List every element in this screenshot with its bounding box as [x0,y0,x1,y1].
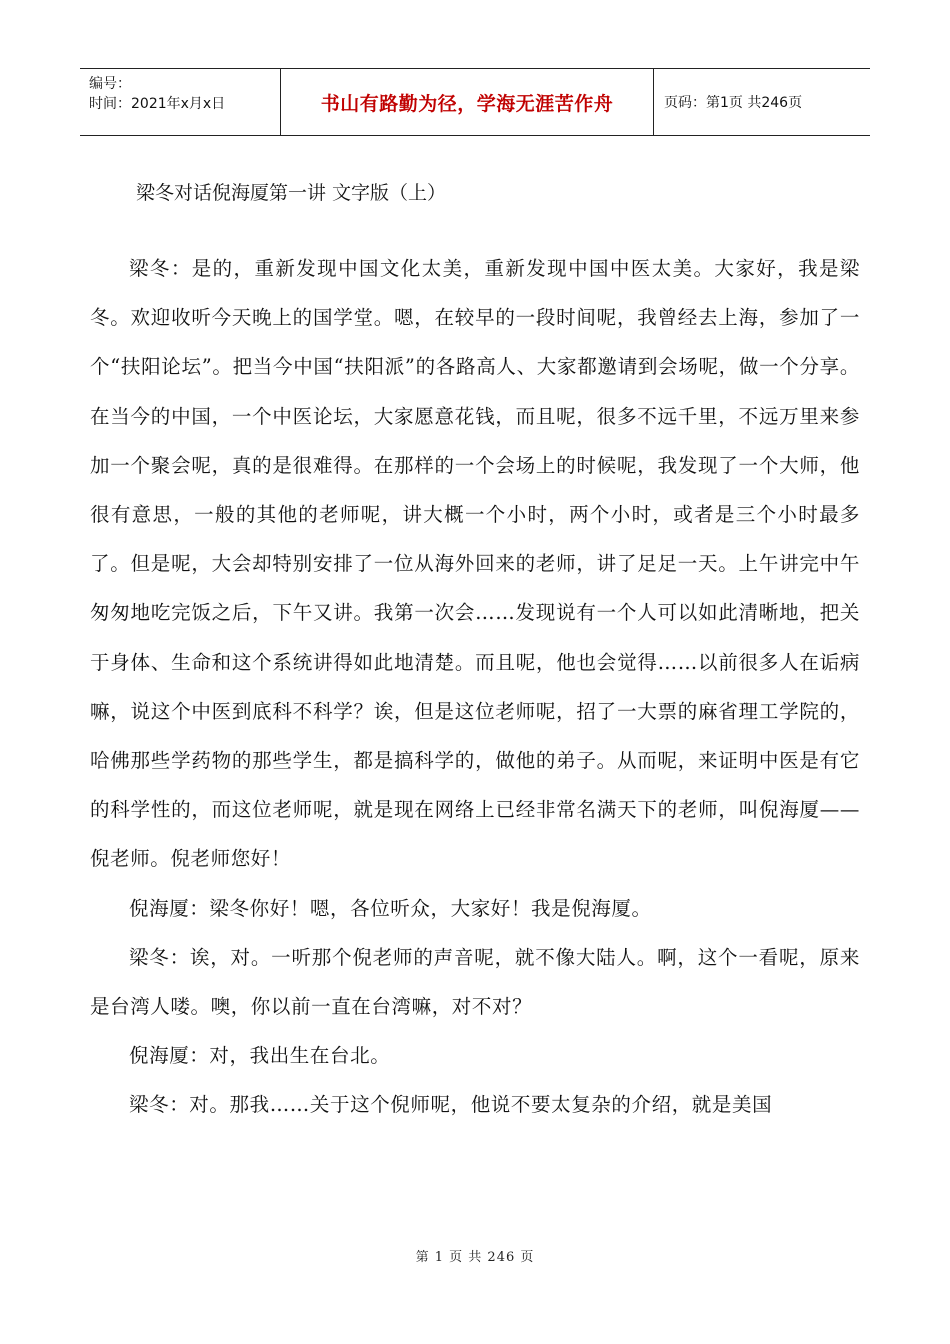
paragraph: 梁冬：诶，对。一听那个倪老师的声音呢，就不像大陆人。啊，这个一看呢，原来是台湾人喽。噢，你以前一直在台湾嘛，对不对？ [90,945,860,1019]
page-footer: 第 1 页 共 246 页 [415,1250,535,1265]
document-time-label: 时间：2021年x月x日 [89,96,226,112]
paragraph: 倪海厦：对，我出生在台北。 [129,1044,391,1068]
header-meta [80,69,281,135]
paragraph: 梁冬：对。那我……关于这个倪师呢，他说不要太复杂的介绍，就是美国 [129,1093,773,1117]
header-motto: 书山有路勤为径，学海无涯苦作舟 [281,69,654,135]
paragraph: 倪海厦：梁冬你好！嗯，各位听众，大家好！我是倪海厦。 [129,896,652,920]
header-page-info: 页码：第1页 共246页 [664,95,803,111]
paragraph: 梁冬：是的，重新发现中国文化太美，重新发现中国中医太美。大家好，我是梁冬。欢迎收听今天晚上的国学堂。嗯，在较早的一段时间呢，我曾经去上海，参加了一个“扶阳论坛”。把当今中国“扶阳派”的各路高人、大家都邀请到会场呢，做一个分享。在当今的中国，一个中医论坛，大家愿意花钱，而且呢，很多不远千里，不远万里来参加一个聚会呢，真的是很难得。在那样的一个会场上的时候呢，我发现了一个大师，他很有意思，一般的其他的老师呢，讲大概一个小时，两个小时，或者是三个小时最多了。但是呢，大会却特别安排了一位从海外回来的老师，讲了足足一天。上午讲完中午匆匆地吃完饭之后，下午又讲。我第一次会……发现说有一个人可以如此清晰地，把关于身体、生命和这个系统讲得如此地清楚。而且呢，他也会觉得……以前很多人在诟病嘛，说这个中医到底科不科学？诶，但是这位老师呢，招了一大票的麻省理工学院的，哈佛那些学药物的那些学生，都是搞科学的，做他的弟子。从而呢，来证明中医是有它的科学性的，而这位老师呢，就是现在网络上已经非常名满天下的老师，叫倪海厦——倪老师。倪老师您好！ [90,257,860,871]
document-body [90,244,860,1130]
document-title: 梁冬对话倪海厦第一讲 文字版（上） [136,182,447,204]
page-header [80,68,870,136]
document-number-label: 编号： [89,76,131,92]
